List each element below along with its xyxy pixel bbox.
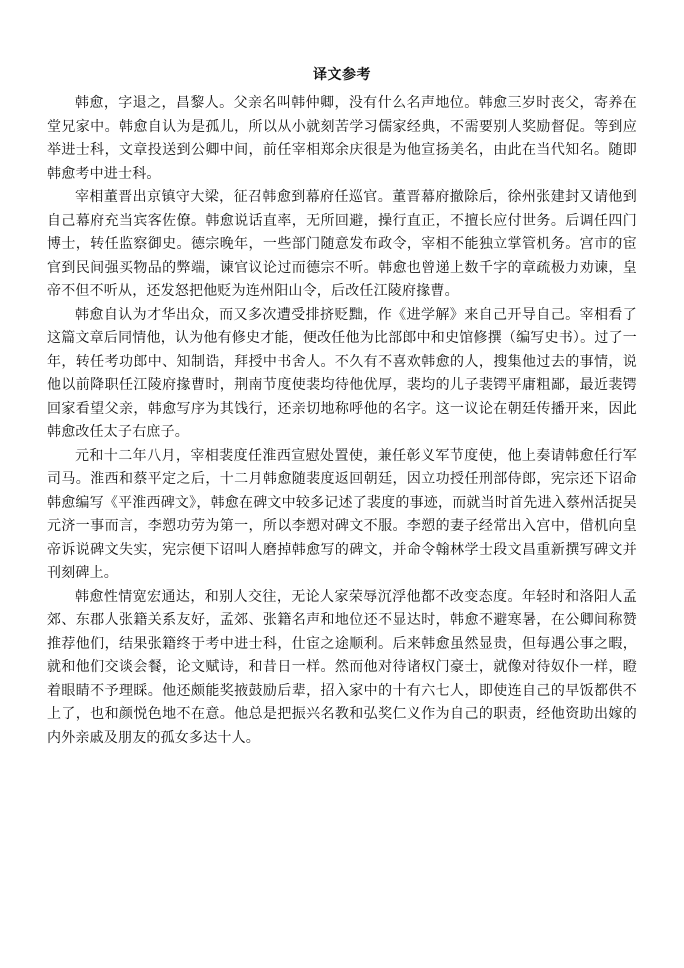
paragraph-5: 韩愈性情宽宏通达，和别人交往，无论人家荣辱沉浮他都不改变态度。年轻时和洛阳人孟郊、东郡人张籍关系友好，孟郊、张籍名声和地位还不显达时，韩愈不避寒暑，在公卿间称赞推荐他们，结果张籍终于考中进士科，仕宦之途顺利。后来韩愈虽然显贵，但每遇公事之暇，就和他们交谈会餐，论文赋诗，和昔日一样。然而他对待诸权门豪士，就像对待奴仆一样，瞪着眼睛不予理睬。他还颇能奖掖鼓励后辈，招入家中的十有六七人，即使连自己的早饭都供不上了，也和颜悦色地不在意。他总是把振兴名教和弘奖仁义作为自己的职责，经他资助出嫁的内外亲戚及朋友的孤女多达十人。	[47, 588, 637, 746]
paragraph-3: 韩愈自认为才华出众，而又多次遭受排挤贬黜，作《进学解》来自己开导自己。宰相看了这篇文章后同情他，认为他有修史才能，便改任他为比部郎中和史馆修撰（编写史书）。过了一年，转任考功郎中、知制诰，拜授中书舍人。不久有不喜欢韩愈的人，搜集他过去的事情，说他以前降职任江陵府掾曹时，荆南节度使裴均待他优厚，裴均的儿子裴锷平庸粗鄙，最近裴锷回家看望父亲，韩愈写序为其饯行，还亲切地称呼他的名字。这一议论在朝廷传播开来，因此韩愈改任太子右庶子。	[47, 306, 637, 440]
document-title: 译文参考	[313, 67, 371, 83]
paragraph-4: 元和十二年八月，宰相裴度任淮西宣慰处置使，兼任彰义军节度使，他上奏请韩愈任行军司马。淮西和蔡平定之后，十二月韩愈随裴度返回朝廷，因立功授任刑部侍郎，宪宗还下诏命韩愈编写《平淮西碑文》，韩愈在碑文中较多记述了裴度的事迹，而就当时首先进入蔡州活捉吴元济一事而言，李愬功劳为第一，所以李愬对碑文不服。李愬的妻子经常出入宫中，借机向皇帝诉说碑文失实，宪宗便下诏叫人磨掉韩愈写的碑文，并命令翰林学士段文昌重新撰写碑文并刊刻碑上。	[47, 447, 637, 581]
document-body	[47, 92, 637, 750]
paragraph-2: 宰相董晋出京镇守大梁，征召韩愈到幕府任巡官。董晋幕府撤除后，徐州张建封又请他到自己幕府充当宾客佐僚。韩愈说话直率，无所回避，操行直正，不擅长应付世务。后调任四门博士，转任监察御史。德宗晚年，一些部门随意发布政令，宰相不能独立掌管机务。宫市的宦官到民间强买物品的弊端，谏官议论过而德宗不听。韩愈也曾递上数千字的章疏极力劝谏，皇帝不但不听从，还发怒把他贬为连州阳山令，后改任江陵府掾曹。	[47, 189, 637, 299]
paragraph-1: 韩愈，字退之，昌黎人。父亲名叫韩仲卿，没有什么名声地位。韩愈三岁时丧父，寄养在堂兄家中。韩愈自认为是孤儿，所以从小就刻苦学习儒家经典，不需要别人奖励督促。等到应举进士科，文章投送到公卿中间，前任宰相郑余庆很是为他宣扬美名，由此在当代知名。随即韩愈考中进士科。	[47, 95, 637, 182]
